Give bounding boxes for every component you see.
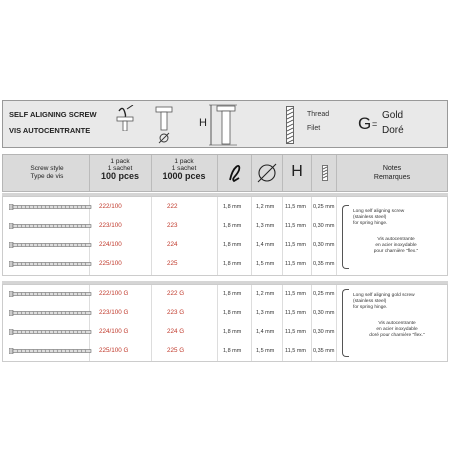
diameter-value: 1,4 mm: [256, 329, 275, 335]
code-1000: 224 G: [167, 328, 185, 335]
header-pack1-qty: 100 pces: [100, 171, 140, 181]
screw-image: [9, 348, 93, 354]
table-row: [3, 255, 449, 273]
code-100: 225/100 G: [99, 347, 129, 354]
h-value: 11,5 mm: [285, 348, 306, 354]
screw-image: [9, 242, 93, 248]
screw-length-icon: [113, 105, 139, 131]
legend-h-label: H: [199, 117, 207, 129]
note-fr-l2: en acier inoxydable: [376, 327, 418, 332]
diameter-value: 1,2 mm: [256, 204, 275, 210]
thread-icon: [322, 165, 328, 181]
legend-g-symbol: G: [358, 114, 372, 133]
length-value: 1,8 mm: [223, 310, 242, 316]
notes-brace: [342, 289, 349, 357]
thread-value: 0,30 mm: [313, 242, 335, 248]
note-en-l2: (stainless steel): [353, 215, 387, 220]
note-fr-l2: en acier inoxydable: [375, 243, 417, 248]
legend-thread-fr: Filet: [307, 125, 321, 132]
thread-icon: [286, 106, 294, 144]
thread-value: 0,35 mm: [313, 261, 335, 267]
legend-gold-fr: Doré: [382, 125, 404, 136]
header-pack2-l1: 1 pack: [174, 158, 194, 165]
note-en-l1: Long self aligning gold screw: [353, 293, 415, 298]
note-en-l3: for spring hinge.: [353, 221, 388, 226]
thread-value: 0,30 mm: [313, 223, 335, 229]
code-1000: 225 G: [167, 347, 185, 354]
code-1000: 222: [167, 203, 178, 210]
table-row: [3, 342, 449, 360]
product-group-gold: [2, 284, 448, 362]
diameter-value: 1,3 mm: [256, 310, 275, 316]
length-value: 1,8 mm: [223, 348, 242, 354]
note-en-l2: (stainless steel): [353, 299, 387, 304]
screw-image: [9, 329, 93, 335]
product-group-standard: [2, 196, 448, 276]
length-icon: [225, 162, 247, 184]
length-value: 1,8 mm: [223, 204, 242, 210]
header-style-fr: Type de vis: [30, 173, 64, 180]
thread-value: 0,25 mm: [313, 204, 335, 210]
code-100: 223/100 G: [99, 309, 129, 316]
note-fr-l1: Vis autocentrante: [378, 321, 416, 326]
notes-brace: [342, 205, 349, 269]
diameter-value: 1,2 mm: [256, 291, 275, 297]
header-pack2-qty: 1000 pces: [162, 171, 206, 181]
length-value: 1,8 mm: [223, 261, 242, 267]
diameter-value: 1,3 mm: [256, 223, 275, 229]
diameter-value: 1,4 mm: [256, 242, 275, 248]
thread-value: 0,30 mm: [313, 329, 335, 335]
note-en-l3: for spring hinge.: [353, 305, 388, 310]
header-pack1-l1: 1 pack: [110, 158, 130, 165]
h-value: 11,5 mm: [285, 329, 306, 335]
thread-value: 0,35 mm: [313, 348, 335, 354]
legend-title-en: SELF ALIGNING SCREW: [9, 110, 97, 119]
screw-image: [9, 310, 93, 316]
code-100: 224/100: [99, 241, 122, 248]
header-notes-en: Notes: [382, 165, 402, 172]
screw-image: [9, 204, 93, 210]
h-value: 11,5 mm: [285, 291, 306, 297]
legend-g-equals: =: [372, 119, 378, 129]
header-notes-fr: Remarques: [373, 174, 411, 181]
diameter-icon: [255, 161, 279, 185]
screw-image: [9, 223, 93, 229]
code-1000: 225: [167, 260, 178, 267]
code-1000: 223 G: [167, 309, 185, 316]
screw-diameter-icon: [153, 105, 175, 145]
code-100: 224/100 G: [99, 328, 129, 335]
h-value: 11,5 mm: [285, 223, 306, 229]
note-fr-l3: doré pour charnière "flex.": [369, 333, 425, 338]
note-fr-l3: pour charnière "flex.": [373, 249, 419, 254]
length-value: 1,8 mm: [223, 291, 242, 297]
header-pack1-l2: 1 sachet: [107, 165, 133, 172]
legend-gold-en: Gold: [382, 110, 404, 121]
column-header: [2, 154, 448, 192]
code-1000: 222 G: [167, 290, 185, 297]
diameter-value: 1,5 mm: [256, 261, 275, 267]
diameter-value: 1,5 mm: [256, 348, 275, 354]
code-100: 225/100: [99, 260, 122, 267]
h-value: 11,5 mm: [285, 310, 306, 316]
length-value: 1,8 mm: [223, 223, 242, 229]
length-value: 1,8 mm: [223, 242, 242, 248]
legend-box: [2, 100, 448, 148]
code-1000: 224: [167, 241, 178, 248]
screw-height-icon: [209, 103, 239, 147]
header-style-en: Screw style: [30, 165, 64, 172]
note-en-l1: Long self aligning screw: [353, 209, 405, 214]
h-value: 11,5 mm: [285, 261, 306, 267]
header-pack2-l2: 1 sachet: [171, 165, 197, 172]
h-value: 11,5 mm: [285, 204, 306, 210]
code-1000: 223: [167, 222, 178, 229]
note-fr-l1: Vis autocentrante: [377, 237, 415, 242]
thread-value: 0,30 mm: [313, 310, 335, 316]
code-100: 223/100: [99, 222, 122, 229]
code-100: 222/100 G: [99, 290, 129, 297]
thread-value: 0,25 mm: [313, 291, 335, 297]
screw-image: [9, 261, 93, 267]
legend-title-fr: VIS AUTOCENTRANTE: [9, 126, 91, 135]
header-h-symbol: H: [291, 163, 303, 180]
code-100: 222/100: [99, 203, 122, 210]
screw-image: [9, 291, 93, 297]
h-value: 11,5 mm: [285, 242, 306, 248]
legend-thread-en: Thread: [307, 111, 330, 118]
length-value: 1,8 mm: [223, 329, 242, 335]
